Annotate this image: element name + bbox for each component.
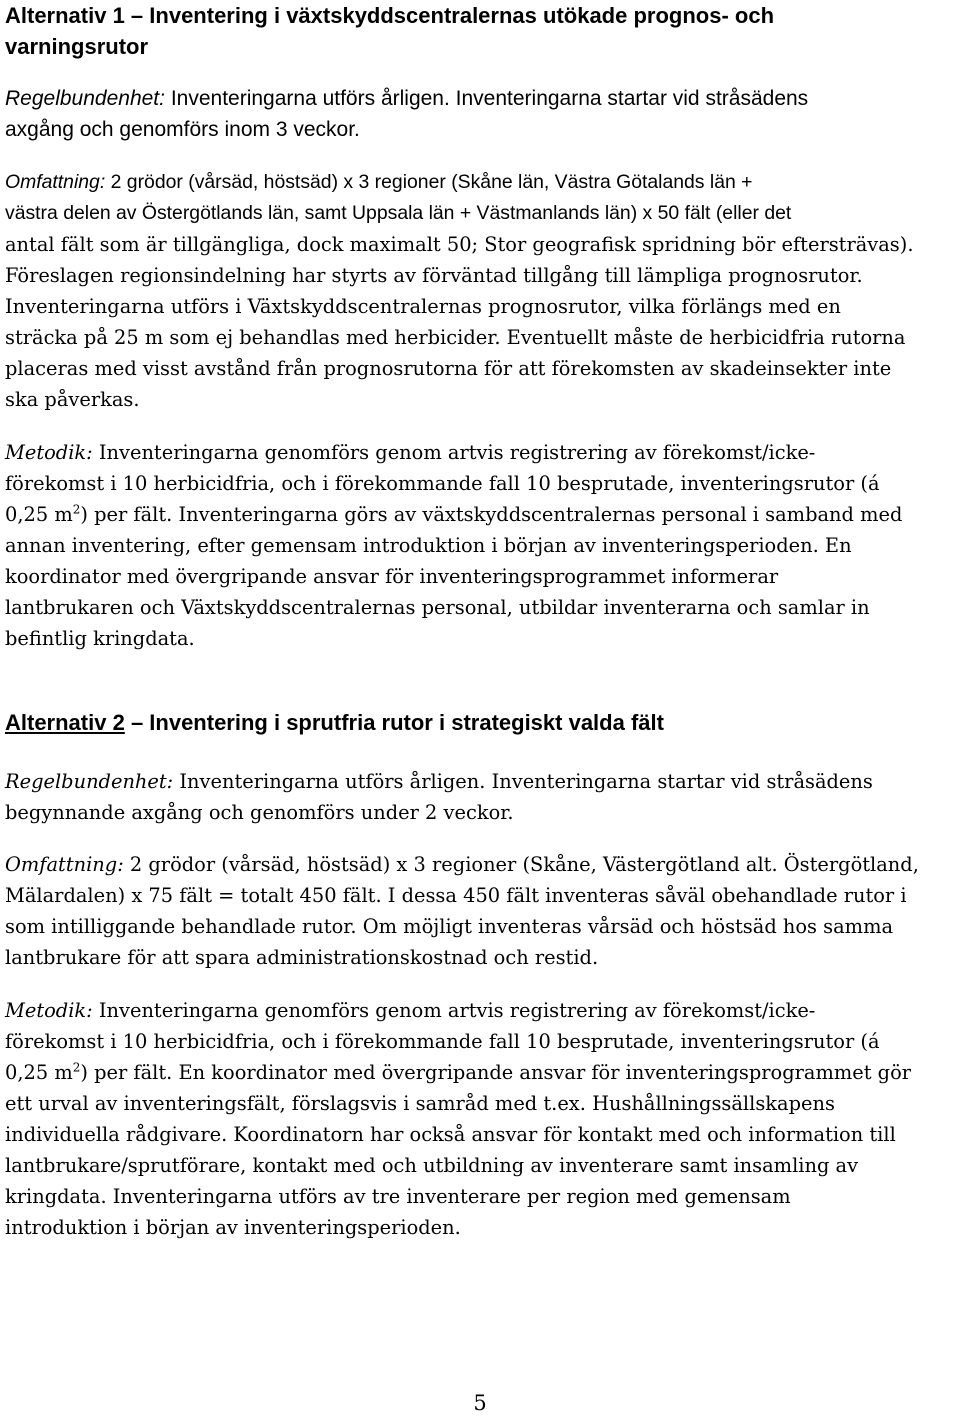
metodik-line-3: 0,25 $m^2$) per fält. Inventeringarna görs av växtskyddscentralernas personal i samband med bbox=[5, 502, 903, 526]
metodik-line-6: lantbrukaren och Växtskyddscentralernas personal, utbildar inventerarna och samlar in bbox=[5, 596, 870, 619]
section-2-title-line: Alternativ 2 – Inventering i sprutfria rutor i strategiskt valda fält bbox=[5, 710, 664, 735]
regelbundenhet-line-1: Regelbundenhet: Inventeringarna utförs årligen. Inventeringarna startar vid stråsädens bbox=[5, 87, 809, 110]
omfattning-line-5: Inventeringarna utförs i Växtskyddscentralernas prognosrutor, vilka förlängs med en bbox=[5, 295, 841, 318]
metodik-2-line-7: kringdata. Inventeringarna utförs av tre inventerare per region med gemensam bbox=[5, 1185, 791, 1208]
section-2-regelbundenhet bbox=[5, 766, 960, 828]
section-1-regelbundenhet bbox=[5, 83, 955, 145]
omfattning-line-6: sträcka på 25 m som ej behandlas med herbicider. Eventuellt måste de herbicidfria rutorna bbox=[5, 326, 906, 349]
omfattning-line-1: Omfattning: 2 grödor (vårsäd, höstsäd) x 3 regioner (Skåne län, Västra Götalands län + bbox=[5, 171, 753, 193]
metodik-line-4: annan inventering, efter gemensam introduktion i början av inventeringsperioden. En bbox=[5, 534, 852, 557]
omfattning-2-label: Omfattning: bbox=[5, 853, 124, 876]
metodik-line-5: koordinator med övergripande ansvar för inventeringsprogrammet informerar bbox=[5, 565, 779, 588]
omfattning-line-4: Föreslagen regionsindelning har styrts av förväntad tillgång till lämpliga prognosrutor. bbox=[5, 264, 863, 287]
section-2-omfattning bbox=[5, 849, 960, 973]
section-2-metodik bbox=[5, 995, 960, 1243]
metodik-label: Metodik: bbox=[5, 441, 93, 464]
metodik-2-line-1: Metodik: Inventeringarna genomförs genom artvis registrering av förekomst/icke- bbox=[5, 999, 816, 1022]
omfattning-2-line-3: som intilliggande behandlade rutor. Om möjligt inventeras vårsäd och höstsäd hos samma bbox=[5, 915, 894, 938]
metodik-2-line-6: lantbrukare/sprutförare, kontakt med och utbildning av inventerare samt insamling av bbox=[5, 1154, 859, 1177]
omfattning-2-line-2: Mälardalen) x 75 fält = totalt 450 fält. I dessa 450 fält inventeras såväl obehandlade rutor i bbox=[5, 884, 907, 907]
omfattning-2-line-4: lantbrukare för att spara administrationskostnad och restid. bbox=[5, 946, 599, 969]
superscript-2: 2 bbox=[72, 1060, 81, 1075]
metodik-2-line-8: introduktion i början av inventeringsperioden. bbox=[5, 1216, 461, 1239]
metodik-line-2: förekomst i 10 herbicidfria, och i förekommande fall 10 besprutade, inventeringsrutor (á bbox=[5, 472, 880, 495]
metodik-2-line-5: individuella rådgivare. Koordinatorn har också ansvar för kontakt med och information till bbox=[5, 1123, 896, 1146]
page-number: 5 bbox=[473, 1391, 487, 1415]
section-1-metodik bbox=[5, 437, 960, 654]
regelbundenhet-2-label: Regelbundenhet: bbox=[5, 770, 174, 793]
regelbundenhet-2-line-1: Regelbundenhet: Inventeringarna utförs årligen. Inventeringarna startar vid stråsädens bbox=[5, 770, 873, 793]
document-page bbox=[5, 0, 955, 1239]
omfattning-line-3: antal fält som är tillgängliga, dock maximalt 50; Stor geografisk spridning bör eftersträvas). bbox=[5, 233, 914, 256]
omfattning-2-line-1: Omfattning: 2 grödor (vårsäd, höstsäd) x 3 regioner (Skåne, Västergötland alt. Östergötland, bbox=[5, 853, 919, 876]
metodik-2-line-4: ett urval av inventeringsfält, förslagsvis i samråd med t.ex. Hushållningssällskapens bbox=[5, 1092, 835, 1115]
section-1-title-line-1: Alternativ 1 – Inventering i växtskyddscentralernas utökade prognos- och bbox=[5, 3, 775, 28]
metodik-2-label: Metodik: bbox=[5, 999, 93, 1022]
section-2-title-prefix: Alternativ 2 bbox=[5, 710, 125, 735]
omfattning-line-2: västra delen av Östergötlands län, samt Uppsala län + Västmanlands län) x 50 fält (eller det bbox=[5, 202, 792, 224]
omfattning-line-8: ska påverkas. bbox=[5, 388, 140, 411]
metodik-2-line-2: förekomst i 10 herbicidfria, och i förekommande fall 10 besprutade, inventeringsrutor (á bbox=[5, 1030, 880, 1053]
section-1-title bbox=[5, 0, 955, 62]
section-1-title-line-2: varningsrutor bbox=[5, 34, 149, 59]
omfattning-label: Omfattning: bbox=[5, 171, 106, 193]
metodik-line-1: Metodik: Inventeringarna genomförs genom artvis registrering av förekomst/icke- bbox=[5, 441, 816, 464]
omfattning-line-7: placeras med visst avstånd från prognosrutorna för att förekomsten av skadeinsekter inte bbox=[5, 357, 892, 380]
metodik-line-7: befintlig kringdata. bbox=[5, 627, 195, 650]
regelbundenhet-line-2: axgång och genomförs inom 3 veckor. bbox=[5, 118, 360, 141]
section-1-omfattning bbox=[5, 167, 960, 415]
section-2-title bbox=[5, 707, 664, 738]
regelbundenhet-label: Regelbundenhet: bbox=[5, 87, 165, 110]
superscript-2: 2 bbox=[72, 502, 81, 517]
metodik-2-line-3: 0,25 $m^2$) per fält. En koordinator med övergripande ansvar för inventeringsprogrammet gör bbox=[5, 1060, 912, 1084]
regelbundenhet-2-line-2: begynnande axgång och genomförs under 2 veckor. bbox=[5, 801, 514, 824]
